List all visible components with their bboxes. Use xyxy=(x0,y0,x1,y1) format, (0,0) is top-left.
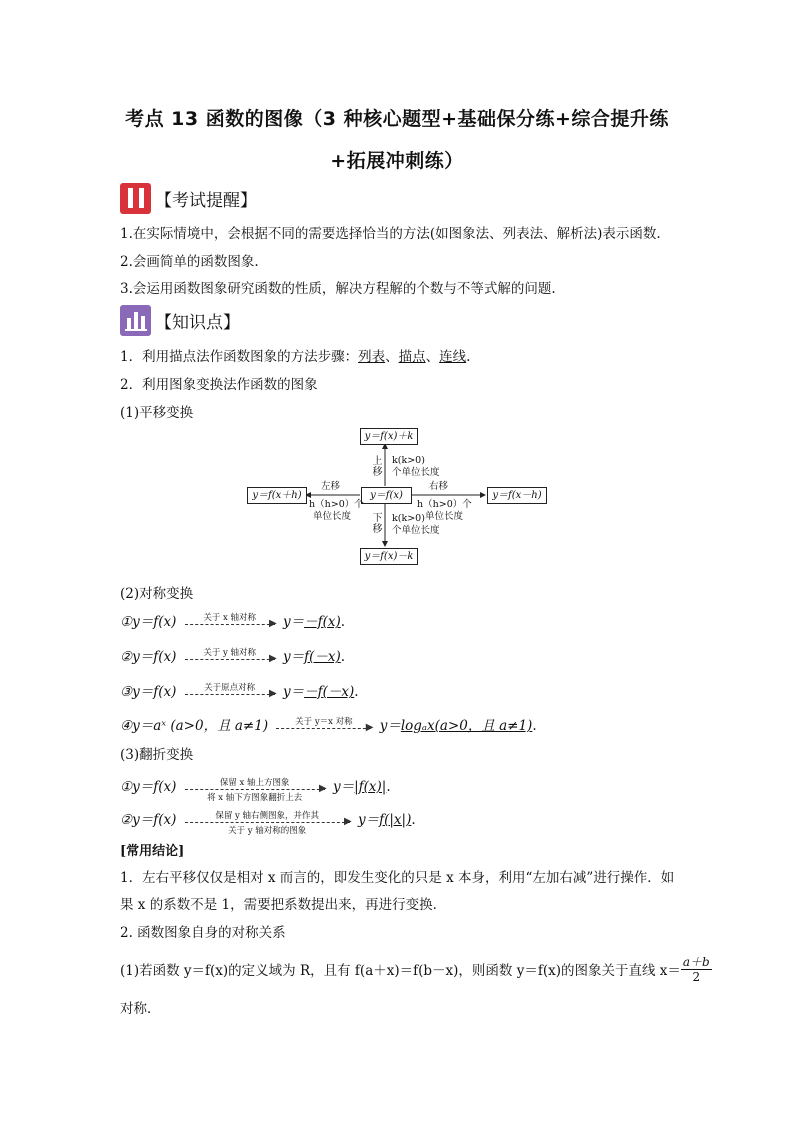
translation-diagram xyxy=(245,424,550,572)
label-up-cond: k(k>0) xyxy=(392,455,425,466)
sym2-end: . xyxy=(340,649,346,665)
sym4-rhs-pre: y＝ xyxy=(379,718,401,734)
sym2-cap: 关于 y 轴对称 xyxy=(203,647,257,658)
kp1-prefix: 1．利用描点法作函数图象的方法步骤： xyxy=(120,349,359,365)
exam-tip-3: 3.会运用函数图象研究函数的性质，解决方程解的个数与不等式解的问题. xyxy=(120,281,556,297)
symmetry-row-3 xyxy=(120,680,359,703)
flip1-cap2: 将 x 轴下方图象翻折上去 xyxy=(207,792,303,803)
exam-tips-header xyxy=(120,181,257,215)
conclusion-p2: 2. 函数图象自身的对称关系 xyxy=(120,925,286,941)
kp1-step-plot: 描点 xyxy=(398,349,426,365)
kp1-step-list: 列表 xyxy=(358,349,386,365)
label-right-move: 右移 xyxy=(429,481,449,492)
flip1-cap: 保留 x 轴上方图象 xyxy=(219,777,290,788)
dashed-arrow-icon: 关于 y 轴对称 ▶ xyxy=(185,648,275,668)
fraction-numerator: a＋b xyxy=(682,954,710,969)
label-down-unit: 个单位长度 xyxy=(392,525,440,536)
box-original: y＝f(x) xyxy=(361,487,412,504)
flip2-end: . xyxy=(411,812,416,828)
flip2-rhs-pre: y＝ xyxy=(357,812,380,828)
dashed-arrow-icon: 关于 x 轴对称 ▶ xyxy=(185,613,275,633)
knowledge-point-1 xyxy=(120,345,470,365)
bar-chart-icon xyxy=(120,305,151,336)
title-line-2: +拓展冲刺练） xyxy=(330,150,464,172)
sym3-end: . xyxy=(354,684,359,700)
sym1-rhs: －f(x) xyxy=(304,614,341,630)
flip-row-1 xyxy=(120,775,391,803)
sym3-rhs: －f(－x) xyxy=(304,684,355,700)
flip1-end: . xyxy=(386,779,391,795)
fraction-denominator: 2 xyxy=(692,969,701,984)
sym1-cap: 关于 x 轴对称 xyxy=(203,612,257,623)
sym4-lhs: ④y＝aˣ (a>0，且 a≠1) xyxy=(120,718,269,734)
label-left-cond: h（h>0）个 xyxy=(309,499,364,510)
dashed-arrow-icon: 保留 y 轴右侧图象，并作其 关于 y 轴对称的图象 ▶ xyxy=(185,811,350,831)
knowledge-point-2: 2．利用图象变换法作函数的图象 xyxy=(120,377,318,393)
kp1-sep: 、 xyxy=(385,349,399,365)
sym3-rhs-pre: y＝ xyxy=(282,684,305,700)
flip2-rhs: f(|x|) xyxy=(379,812,412,828)
label-down-cond: k(k>0) xyxy=(392,513,425,524)
knowledge-header xyxy=(120,303,240,337)
exam-tip-1: 1.在实际情境中，会根据不同的需要选择恰当的方法(如图象法、列表法、解析法)表示函数. xyxy=(120,226,661,242)
box-shift-left: y＝f(x＋h) xyxy=(247,487,307,504)
dashed-arrow-icon: 关于原点对称 ▶ xyxy=(185,683,275,703)
sym3-cap: 关于原点对称 xyxy=(204,682,256,693)
flip2-lhs: ②y＝f(x) xyxy=(120,812,177,828)
conclusion-p4: 对称． xyxy=(120,1001,161,1017)
flip1-lhs: ①y＝f(x) xyxy=(120,779,177,795)
label-up-vertical: 上移 xyxy=(372,456,383,478)
symmetry-heading: (2)对称变换 xyxy=(120,586,194,602)
flip2-cap: 保留 y 轴右侧图象，并作其 xyxy=(215,810,320,821)
label-right-cond: h（h>0）个 xyxy=(417,499,472,510)
sym1-end: . xyxy=(340,614,346,630)
flip1-rhs: |f(x)| xyxy=(354,779,387,795)
conclusion-p3-text: (1)若函数 y＝f(x)的定义域为 R，且有 f(a＋x)＝f(b－x)，则函数 y＝f(x)的图象关于直线 x＝ xyxy=(120,963,681,979)
sym1-rhs-pre: y＝ xyxy=(282,614,305,630)
kp1-end: . xyxy=(466,349,471,365)
label-left-unit: 单位长度 xyxy=(313,511,352,522)
sym4-end: . xyxy=(532,718,537,734)
dashed-arrow-icon: 保留 x 轴上方图象 将 x 轴下方图象翻折上去 ▶ xyxy=(185,778,325,798)
box-shift-up: y＝f(x)＋k xyxy=(360,428,418,445)
conclusion-heading: [常用结论] xyxy=(120,844,185,859)
title-line-1: 考点 13 函数的图像（3 种核心题型+基础保分练+综合提升练 xyxy=(125,108,669,130)
symmetry-row-1 xyxy=(120,610,345,633)
kp1-sep: 、 xyxy=(425,349,440,365)
dashed-arrow-icon: 关于 y＝x 对称 ▶ xyxy=(276,717,371,737)
label-left-move: 左移 xyxy=(321,481,341,492)
conclusion-p1-line2: 果 x 的系数不是 1，需要把系数提出来，再进行变换． xyxy=(120,897,447,913)
flip-heading: (3)翻折变换 xyxy=(120,747,194,763)
box-shift-down: y＝f(x)－k xyxy=(360,548,418,565)
conclusion-p1-line1: 1．左右平移仅仅是相对 x 而言的，即发生变化的只是 x 本身，利用“左加右减”进行操作．如 xyxy=(120,870,675,886)
flip2-cap2: 关于 y 轴对称的图象 xyxy=(228,825,307,836)
flip1-rhs-pre: y＝ xyxy=(332,779,355,795)
pause-bars-icon xyxy=(120,183,151,214)
fraction xyxy=(681,955,712,984)
exam-tips-heading: 【考试提醒】 xyxy=(155,190,257,211)
exam-tip-2: 2.会画简单的函数图象. xyxy=(120,254,259,270)
symmetry-row-4 xyxy=(120,714,537,737)
label-right-unit: 单位长度 xyxy=(425,511,464,522)
conclusion-p3 xyxy=(120,949,712,989)
sym1-lhs: ①y＝f(x) xyxy=(120,614,177,630)
kp1-step-connect: 连线 xyxy=(439,349,467,365)
sym2-lhs: ②y＝f(x) xyxy=(120,649,177,665)
sym2-rhs: f(－x) xyxy=(304,649,341,665)
sym4-rhs: logₐx(a>0，且 a≠1) xyxy=(400,718,533,734)
translation-heading: (1)平移变换 xyxy=(120,405,194,421)
sym4-cap: 关于 y＝x 对称 xyxy=(295,716,353,727)
symmetry-row-2 xyxy=(120,645,345,668)
label-up-unit: 个单位长度 xyxy=(392,467,440,478)
box-shift-right: y＝f(x－h) xyxy=(487,487,547,504)
flip-row-2 xyxy=(120,808,416,836)
sym3-lhs: ③y＝f(x) xyxy=(120,684,177,700)
knowledge-heading: 【知识点】 xyxy=(155,312,240,333)
label-down-vertical: 下移 xyxy=(372,513,383,535)
sym2-rhs-pre: y＝ xyxy=(282,649,305,665)
